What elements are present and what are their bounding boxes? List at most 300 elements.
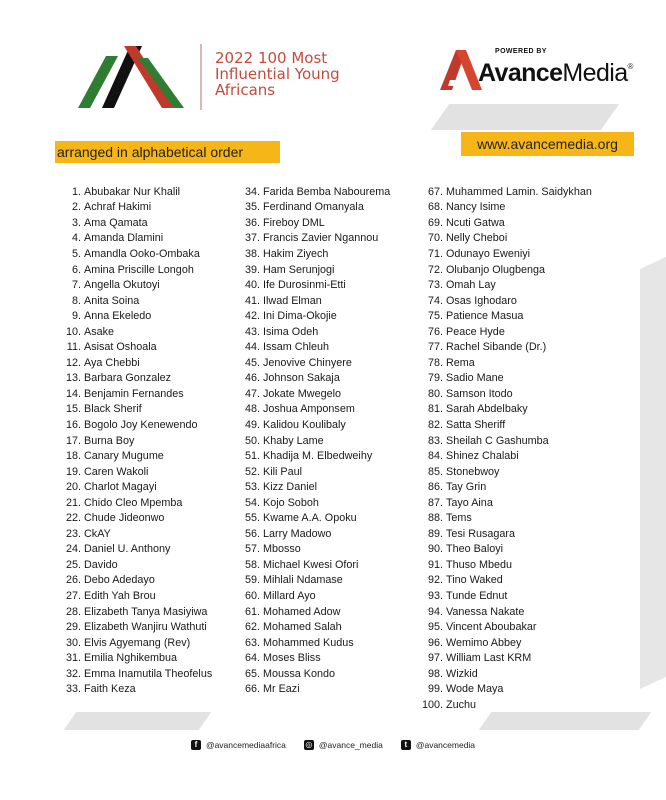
decorative-stripe [431,104,619,130]
list-item [418,433,592,449]
list-item-name: Kwame A.A. Opoku [263,512,357,525]
list-item-number: 33. [65,683,81,696]
list-item-name: Moussa Kondo [263,667,336,680]
list-item [418,324,592,340]
list-item [418,682,592,698]
list-item-name: Burna Boy [84,434,135,447]
list-item [60,215,212,231]
names-column-3 [418,184,592,713]
list-item [60,448,212,464]
list-item [418,231,592,247]
list-item-number: 79. [427,372,443,385]
list-item-number: 98. [427,667,443,680]
list-item-name: Barbara Gonzalez [84,372,172,385]
list-item-name: Khadija M. Elbedweihy [263,450,373,463]
list-item-name: Daniel U. Anthony [84,543,171,556]
list-item-number: 100. [421,698,443,711]
list-item-name: Olubanjo Olugbenga [446,263,546,276]
list-item [60,464,212,480]
list-item [245,666,390,682]
list-item-number: 90. [427,543,443,556]
list-item [60,433,212,449]
list-item-number: 58. [245,558,261,571]
list-item-name: Benjamin Fernandes [84,387,184,400]
list-item [418,448,592,464]
list-item-number: 85. [427,465,443,478]
list-item [418,371,592,387]
list-item-name: Mr Eazi [263,683,300,696]
list-item [418,604,592,620]
list-item [60,495,212,511]
list-item [245,215,390,231]
list-item-name: Francis Zavier Ngannou [263,232,379,245]
list-item-name: Tesi Rusagara [446,527,516,540]
list-item-number: 8. [71,294,81,307]
header-divider [200,44,202,110]
list-item-number: 39. [245,263,261,276]
decorative-stripe [479,712,652,730]
list-item-number: 84. [427,450,443,463]
list-item-name: Odunayo Eweniyi [446,247,531,260]
list-item [245,635,390,651]
list-item [245,588,390,604]
list-item [418,510,592,526]
twitter-handle: @avancemedia [415,740,476,750]
list-item-name: Ini Dima-Okojie [263,310,337,323]
list-item [245,231,390,247]
list-item-number: 21. [65,496,81,509]
list-item-name: Faith Keza [84,683,136,696]
list-item-number: 47. [245,387,261,400]
list-item-number: 56. [245,527,261,540]
list-item-name: Isima Odeh [263,325,319,338]
list-item [60,557,212,573]
list-item [245,510,390,526]
list-item-name: Sheilah C Gashumba [446,434,549,447]
list-item-number: 31. [65,652,81,665]
list-item [418,635,592,651]
title-line: 2022 100 Most [215,49,328,67]
list-item-number: 86. [427,481,443,494]
list-item [60,246,212,262]
facebook-icon: f [191,740,201,750]
list-item-number: 26. [65,574,81,587]
instagram-handle: @avance_media [318,740,383,750]
list-item [245,619,390,635]
list-item-name: Elizabeth Tanya Masiyiwa [84,605,208,618]
list-item-name: Stonebwoy [446,465,500,478]
list-item [245,355,390,371]
list-item-number: 23. [65,527,81,540]
list-item-name: Asake [84,325,115,338]
list-item-number: 37. [245,232,261,245]
list-item [418,588,592,604]
list-item-number: 24. [65,543,81,556]
list-item-name: Tunde Ednut [446,589,508,602]
list-item [245,262,390,278]
list-item-name: Tino Waked [446,574,503,587]
list-item-name: Theo Baloyi [446,543,504,556]
list-item-name: Nelly Cheboi [446,232,508,245]
list-item [60,682,212,698]
list-item [418,542,592,558]
list-item-number: 18. [65,450,81,463]
list-item-number: 68. [427,201,443,214]
list-item-number: 89. [427,527,443,540]
list-item-name: Samson Itodo [446,387,513,400]
list-item [60,308,212,324]
list-item [245,386,390,402]
list-item-number: 50. [245,434,261,447]
list-item [245,308,390,324]
list-item-name: Vanessa Nakate [446,605,525,618]
list-item-number: 27. [65,589,81,602]
list-item-number: 40. [245,279,261,292]
list-item [60,371,212,387]
list-item [418,464,592,480]
list-item-number: 71. [427,247,443,260]
names-column-1 [60,184,212,697]
list-item [60,293,212,309]
list-item [245,339,390,355]
list-item [245,604,390,620]
list-item [418,495,592,511]
list-item-name: Aya Chebbi [84,356,140,369]
list-item [245,433,390,449]
list-item-number: 99. [427,683,443,696]
list-item-number: 64. [245,652,261,665]
list-item-number: 54. [245,496,261,509]
list-item [245,526,390,542]
list-item-number: 20. [65,481,81,494]
list-item-name: Rachel Sibande (Dr.) [446,341,547,354]
list-item-name: Elizabeth Wanjiru Wathuti [84,621,207,634]
list-item-name: Anna Ekeledo [84,310,152,323]
list-item-name: Tems [446,512,472,525]
list-item-number: 63. [245,636,261,649]
list-item-number: 80. [427,387,443,400]
list-item-number: 1. [71,185,81,198]
list-item-number: 4. [71,232,81,245]
list-item [418,262,592,278]
list-item-number: 93. [427,589,443,602]
list-item [418,200,592,216]
list-item [60,324,212,340]
list-item-name: Abubakar Nur Khalil [84,185,181,198]
website-link[interactable]: www.avancemedia.org [461,132,634,156]
list-item-name: Kizz Daniel [263,481,318,494]
list-item-number: 81. [427,403,443,416]
list-item [418,557,592,573]
list-item-number: 7. [71,279,81,292]
list-item-number: 11. [66,341,81,354]
list-item-name: CkAY [84,527,111,540]
list-item [245,479,390,495]
list-item-name: Amanda Dlamini [84,232,164,245]
list-item-name: Fireboy DML [263,216,325,229]
powered-by-label: POWERED BY [495,48,547,55]
list-item-number: 69. [427,216,443,229]
list-item-number: 73. [427,279,443,292]
list-item-number: 76. [427,325,443,338]
list-item [60,355,212,371]
list-item-name: Thuso Mbedu [446,558,513,571]
list-item-name: Emilia Nghikembua [84,652,178,665]
list-item [418,293,592,309]
list-item-number: 14. [65,387,81,400]
social-footer [0,740,666,750]
list-item-number: 46. [245,372,261,385]
list-item [60,588,212,604]
list-item-name: Kili Paul [263,465,303,478]
list-item-name: Ferdinand Omanyala [263,201,364,214]
list-item [245,417,390,433]
list-item-name: Davido [84,558,118,571]
list-item-number: 15. [65,403,81,416]
list-item-name: Sadio Mane [446,372,504,385]
list-item [418,402,592,418]
list-item-name: Tay Grin [446,481,487,494]
list-item-name: Jenovive Chinyere [263,356,352,369]
list-item-name: Wizkid [446,667,478,680]
list-item-name: Amina Priscille Longoh [84,263,194,276]
list-item [418,184,592,200]
list-item [418,526,592,542]
list-item-name: Jokate Mwegelo [263,387,342,400]
list-item [60,479,212,495]
list-item [245,277,390,293]
list-item-name: Edith Yah Brou [84,589,156,602]
list-item [245,495,390,511]
list-item-name: Mbosso [263,543,301,556]
brand-name-regular: Media [562,59,628,87]
list-item [418,355,592,371]
list-item [60,184,212,200]
list-item [418,277,592,293]
list-item [60,386,212,402]
list-item-number: 43. [245,325,261,338]
list-item [60,200,212,216]
list-item [245,402,390,418]
registered-mark: ® [627,62,633,71]
list-item-number: 96. [427,636,443,649]
list-item-name: Michael Kwesi Ofori [263,558,359,571]
twitter-icon: t [401,740,411,750]
list-item [245,200,390,216]
list-item-name: Angella Okutoyi [84,279,160,292]
list-item [60,604,212,620]
list-item-name: Ncuti Gatwa [446,216,505,229]
list-item-name: Sarah Abdelbaky [446,403,528,416]
list-item-number: 77. [427,341,443,354]
list-item-name: Kojo Soboh [263,496,319,509]
sort-order-banner: arranged in alphabetical order [55,141,280,163]
list-item-name: Amandla Ooko-Ombaka [84,247,200,260]
list-item-name: Mihlali Ndamase [263,574,343,587]
list-item-name: Farida Bemba Nabourema [263,185,391,198]
list-item-name: Hakim Ziyech [263,247,329,260]
list-item [245,557,390,573]
list-item-name: Moses Bliss [263,652,321,665]
list-item-name: Charlot Magayi [84,481,157,494]
list-item [245,246,390,262]
list-item-number: 51. [245,450,261,463]
list-item-number: 10. [65,325,81,338]
list-item-number: 87. [427,496,443,509]
list-item-number: 29. [65,621,81,634]
list-item [418,650,592,666]
list-item-name: Chido Cleo Mpemba [84,496,183,509]
list-item-name: Canary Mugume [84,450,164,463]
list-item-number: 82. [427,418,443,431]
list-item [245,464,390,480]
list-item-number: 30. [65,636,81,649]
list-item [60,635,212,651]
list-item [245,650,390,666]
list-item-name: Tayo Aina [446,496,493,509]
list-item-number: 70. [427,232,443,245]
list-item-name: Ama Qamata [84,216,148,229]
list-item [60,402,212,418]
list-item [60,510,212,526]
list-item-number: 48. [245,403,261,416]
list-item-name: Millard Ayo [263,589,316,602]
list-item-name: Elvis Agyemang (Rev) [84,636,191,649]
list-item [418,215,592,231]
list-item-number: 52. [245,465,261,478]
list-item [245,293,390,309]
list-item-number: 78. [427,356,443,369]
list-item [60,231,212,247]
list-item-number: 42. [245,310,261,323]
list-item [245,682,390,698]
list-item-name: Bogolo Joy Kenewendo [84,418,198,431]
list-item-name: Ham Serunjogi [263,263,335,276]
list-item-name: Chude Jideonwo [84,512,165,525]
list-item-name: Kalidou Koulibaly [263,418,346,431]
list-item [418,308,592,324]
list-item-number: 19. [65,465,81,478]
list-item-name: Debo Adedayo [84,574,155,587]
list-item-name: William Last KRM [446,652,532,665]
facebook-link[interactable] [191,740,286,750]
list-item-number: 66. [245,683,261,696]
title-line: Influential Young [215,65,340,83]
list-item [245,448,390,464]
list-item-name: Shinez Chalabi [446,450,519,463]
list-item [245,542,390,558]
avance-chevron-logo-icon [78,40,190,110]
list-item-number: 75. [427,310,443,323]
instagram-icon: ◎ [305,740,313,749]
list-item-number: 49. [245,418,261,431]
list-item-name: Achraf Hakimi [84,201,152,214]
list-item-number: 67. [427,185,443,198]
list-item-name: Mohammed Kudus [263,636,354,649]
list-item [60,666,212,682]
list-item [418,479,592,495]
list-item-name: Zuchu [446,698,477,711]
twitter-link[interactable] [401,740,475,750]
list-item [245,573,390,589]
list-item-number: 88. [427,512,443,525]
list-item [418,339,592,355]
list-item-number: 36. [245,216,261,229]
list-item-number: 41. [245,294,261,307]
list-item-name: Mohamed Salah [263,621,342,634]
list-item-name: Ilwad Elman [263,294,322,307]
list-item-name: Osas Ighodaro [446,294,517,307]
list-item-number: 95. [427,621,443,634]
list-item-name: Wode Maya [446,683,504,696]
list-item [60,650,212,666]
list-item-number: 92. [427,574,443,587]
list-item-number: 32. [65,667,81,680]
list-item [60,277,212,293]
list-item [60,542,212,558]
list-item-number: 35. [245,201,261,214]
list-item [60,339,212,355]
list-item-number: 74. [427,294,443,307]
instagram-link[interactable] [304,740,383,750]
list-item-number: 65. [245,667,261,680]
brand-name-bold: Avance [478,59,563,87]
list-item-number: 59. [245,574,261,587]
brand-name [478,59,633,88]
list-item-name: Larry Madowo [263,527,332,540]
list-item-name: Anita Soina [84,294,140,307]
list-item-number: 94. [427,605,443,618]
list-item-number: 6. [71,263,81,276]
page-title [215,50,405,98]
list-item-number: 61. [245,605,261,618]
list-item-number: 38. [245,247,261,260]
list-item-number: 3. [71,216,81,229]
list-item-name: Asisat Oshoala [84,341,157,354]
decorative-stripe [640,241,666,689]
list-item [245,324,390,340]
list-item-name: Vincent Aboubakar [446,621,537,634]
list-item [418,697,592,713]
list-item-name: Mohamed Adow [263,605,341,618]
list-item [60,619,212,635]
list-item-name: Muhammed Lamin. Saidykhan [446,185,592,198]
list-item-number: 62. [245,621,261,634]
list-item [245,371,390,387]
list-item-name: Joshua Amponsem [263,403,355,416]
list-item-number: 57. [245,543,261,556]
list-item-name: Rema [446,356,475,369]
list-item-name: Emma Inamutila Theofelus [84,667,213,680]
list-item-name: Omah Lay [446,279,496,292]
list-item-name: Satta Sheriff [446,418,506,431]
list-item-number: 91. [427,558,443,571]
list-item-number: 25. [65,558,81,571]
avance-media-mark-icon [436,50,482,90]
list-item [60,526,212,542]
title-line: Africans [215,81,276,99]
list-item-number: 53. [245,481,261,494]
list-item-name: Peace Hyde [446,325,505,338]
list-item-number: 55. [245,512,261,525]
list-item-number: 16. [65,418,81,431]
list-item-number: 60. [245,589,261,602]
list-item-number: 83. [427,434,443,447]
list-item-number: 5. [71,247,81,260]
list-item-number: 45. [245,356,261,369]
list-item-number: 12. [65,356,81,369]
list-item [60,573,212,589]
